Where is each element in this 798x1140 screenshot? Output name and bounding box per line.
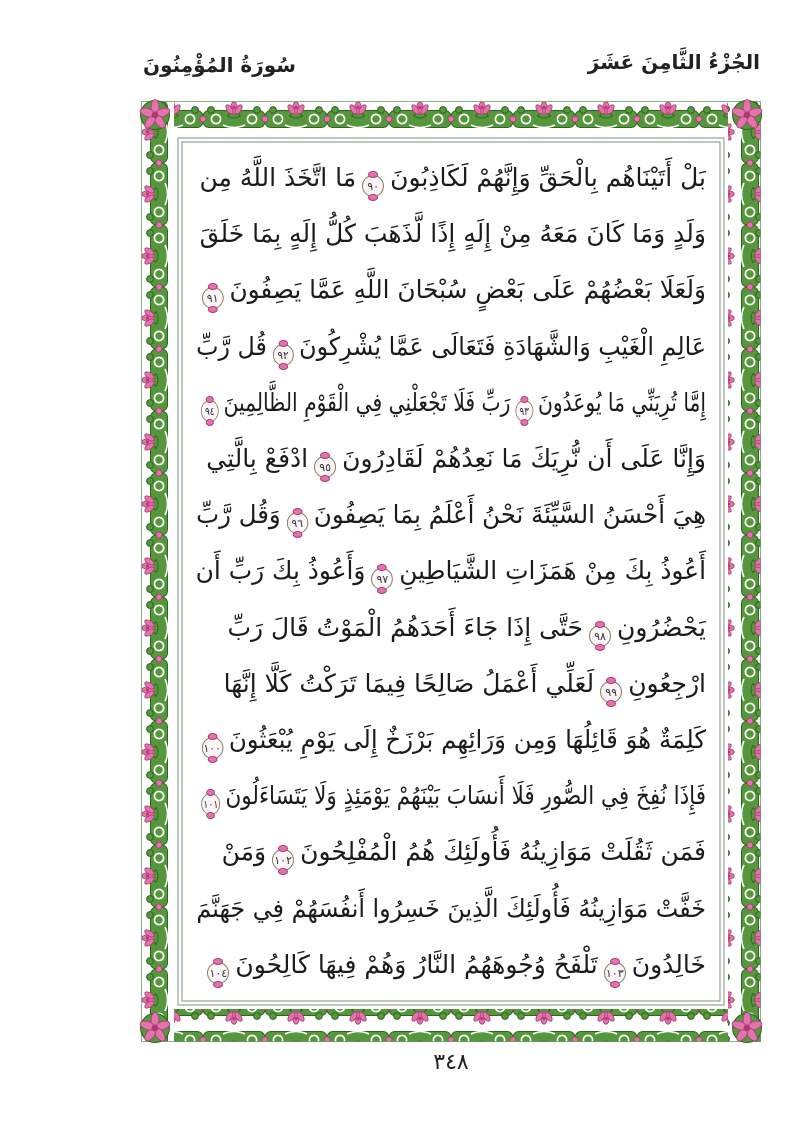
ayah-end-marker: ٩٥ <box>314 456 336 478</box>
quran-line <box>196 602 706 654</box>
quran-line <box>196 321 706 373</box>
ornamental-frame <box>141 101 761 1042</box>
border-band-left <box>141 101 174 1042</box>
ayah-end-marker: ٩٧ <box>371 568 393 590</box>
ayah-text: قُل رَّبِّ <box>196 331 267 361</box>
ayah-end-marker: ٩٨ <box>589 625 611 647</box>
ayah-text: وَمَنْ <box>221 837 267 867</box>
ayah-end-marker: ١٠٠ <box>201 737 223 759</box>
ayah-end-marker: ١٠٤ <box>207 962 229 984</box>
ayah-text: رَبِّ فَلَا تَجْعَلْنِي فِي الْقَوْمِ الظَّالِمِينَ <box>223 387 511 417</box>
ayah-text: ادْفَعْ بِالَّتِي <box>206 444 309 474</box>
border-band-top <box>141 101 761 134</box>
ayah-end-marker: ٩٣ <box>515 400 533 422</box>
ayah-text: خَفَّتْ مَوَازِينُهُ فَأُولَئِكَ الَّذِينَ خَسِرُوا أَنفُسَهُمْ فِي جَهَنَّمَ <box>196 893 707 923</box>
ayah-text: تَلْفَحُ وُجُوهَهُمُ النَّارُ وَهُمْ فِيهَا كَالِحُونَ <box>235 949 598 979</box>
ayah-end-marker: ١٠٣ <box>604 962 626 984</box>
page-number: ٣٤٨ <box>433 1050 469 1075</box>
quran-text-area <box>188 146 714 997</box>
quran-line <box>196 489 706 541</box>
quran-line <box>204 377 706 429</box>
ayah-text: لَعَلِّي أَعْمَلُ صَالِحًا فِيمَا تَرَكْتُ كَلَّا إِنَّهَا <box>223 668 595 698</box>
quran-line <box>201 264 706 316</box>
ayah-text: أَعُوذُ بِكَ مِنْ هَمَزَاتِ الشَّيَاطِينِ <box>399 556 706 586</box>
ayah-text: هِيَ أَحْسَنُ السَّيِّئَةَ نَحْنُ أَعْلَمُ بِمَا يَصِفُونَ <box>313 500 706 530</box>
ayah-text: خَالِدُونَ <box>631 949 706 979</box>
ayah-text: ارْجِعُونِ <box>628 668 706 698</box>
ayah-text: حَتَّى إِذَا جَاءَ أَحَدَهُمُ الْمَوْتُ قَالَ رَبِّ <box>227 612 583 642</box>
ayah-end-marker: ٩٦ <box>287 512 308 534</box>
ayah-text: وَلَعَلَا بَعْضُهُمْ عَلَى بَعْضٍ سُبْحَانَ اللَّهِ عَمَّا يَصِفُونَ <box>229 275 707 305</box>
ayah-text: كَلِمَةٌ هُوَ قَائِلُهَا وَمِن وَرَائِهِم بَرْزَخٌ إِلَى يَوْمِ يُبْعَثُونَ <box>228 725 706 755</box>
quran-line <box>196 939 706 991</box>
border-band-right <box>728 101 761 1042</box>
quran-line <box>203 714 706 766</box>
ayah-text: عَالِمِ الْغَيْبِ وَالشَّهَادَةِ فَتَعَالَى عَمَّا يُشْرِكُونَ <box>299 331 706 361</box>
ayah-text: بَلْ أَتَيْنَاهُم بِالْحَقِّ وَإِنَّهُمْ لَكَاذِبُونَ <box>390 163 706 192</box>
surah-header-label: سُورَةُ المُؤْمِنُونَ <box>143 53 296 77</box>
ayah-text: يَحْضُرُونِ <box>616 612 706 642</box>
ayah-end-marker: ٩٩ <box>600 681 622 703</box>
ayah-end-marker: ٩٢ <box>273 344 294 366</box>
quran-line <box>196 658 706 710</box>
ayah-text: وَقُل رَّبِّ <box>196 500 281 530</box>
quran-line <box>203 770 706 822</box>
ayah-text: مَا اتَّخَذَ اللَّهُ مِن <box>199 163 357 192</box>
ayah-text: وَإِنَّا عَلَى أَن نُّرِيَكَ مَا نَعِدُهُمْ لَقَادِرُونَ <box>342 444 706 474</box>
border-band-bottom <box>141 1009 761 1042</box>
quran-line <box>195 545 706 597</box>
ayah-text: إِمَّا تُرِيَنِّي مَا يُوعَدُونَ <box>537 387 706 417</box>
quran-line <box>196 433 706 485</box>
ayah-end-marker: ٩١ <box>202 287 224 309</box>
juz-header-label: الجُزْءُ الثَّامِنَ عَشَرَ <box>587 50 760 74</box>
quran-line <box>196 208 706 260</box>
ayah-end-marker: ٩٤ <box>201 400 219 422</box>
quran-line <box>196 883 707 935</box>
quran-line <box>196 826 706 878</box>
ayah-end-marker: ١٠١ <box>201 793 220 815</box>
ayah-end-marker: ١٠٢ <box>272 849 294 871</box>
ayah-text: فَإِذَا نُفِخَ فِي الصُّورِ فَلَا أَنسَابَ بَيْنَهُمْ يَوْمَئِذٍ وَلَا يَتَسَاءَلُونَ <box>225 781 706 811</box>
ayah-text: فَمَن ثَقُلَتْ مَوَازِينُهُ فَأُولَئِكَ هُمُ الْمُفْلِحُونَ <box>300 837 706 867</box>
ayah-text: وَأَعُوذُ بِكَ رَبِّ أَن <box>195 556 366 586</box>
quran-line <box>196 152 706 204</box>
ayah-end-marker: ٩٠ <box>362 175 384 197</box>
ayah-text: وَلَدٍ وَمَا كَانَ مَعَهُ مِنْ إِلَهٍ إِذًا لَّذَهَبَ كُلُّ إِلَهٍ بِمَا خَلَقَ <box>199 219 706 249</box>
